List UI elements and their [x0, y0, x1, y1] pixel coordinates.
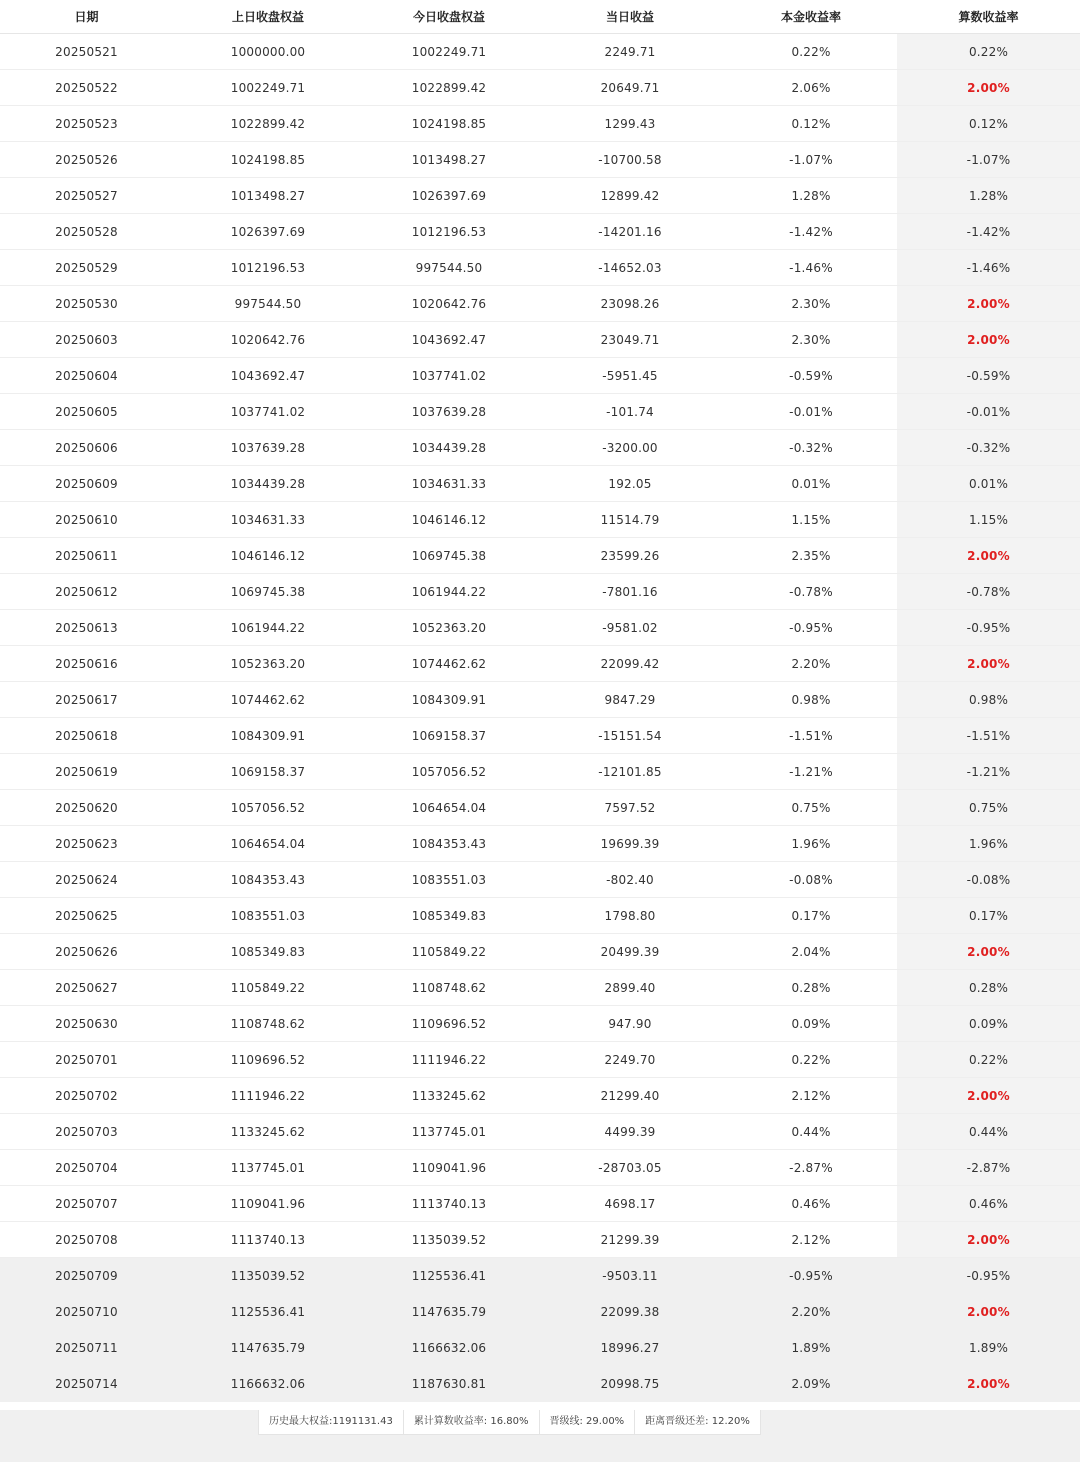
cell-arithmetic-return: 0.44% [897, 1114, 1080, 1150]
table-row [0, 790, 1080, 826]
cell-daily-pnl: -101.74 [535, 394, 725, 430]
cell-prev-equity: 1064654.04 [173, 826, 363, 862]
cell-principal-return: 0.22% [725, 34, 897, 70]
cell-today-equity: 1069158.37 [363, 718, 535, 754]
cell-today-equity: 1166632.06 [363, 1330, 535, 1366]
summary-stats [258, 1410, 761, 1435]
summary-bar [0, 1410, 1080, 1462]
table-row [0, 1186, 1080, 1222]
cell-date: 20250530 [0, 286, 173, 322]
cell-prev-equity: 1026397.69 [173, 214, 363, 250]
table-row [0, 718, 1080, 754]
cell-prev-equity: 1125536.41 [173, 1294, 363, 1330]
cell-daily-pnl: -28703.05 [535, 1150, 725, 1186]
cell-daily-pnl: 2249.71 [535, 34, 725, 70]
cell-today-equity: 1108748.62 [363, 970, 535, 1006]
cell-principal-return: -0.01% [725, 394, 897, 430]
cell-daily-pnl: 192.05 [535, 466, 725, 502]
cell-daily-pnl: 19699.39 [535, 826, 725, 862]
cell-date: 20250529 [0, 250, 173, 286]
cell-arithmetic-return: 2.00% [897, 1294, 1080, 1330]
cell-principal-return: 2.20% [725, 646, 897, 682]
cell-principal-return: -0.78% [725, 574, 897, 610]
cell-today-equity: 1012196.53 [363, 214, 535, 250]
cell-prev-equity: 1020642.76 [173, 322, 363, 358]
cell-arithmetic-return: 2.00% [897, 70, 1080, 106]
cell-principal-return: -1.46% [725, 250, 897, 286]
cell-prev-equity: 1057056.52 [173, 790, 363, 826]
table-row [0, 610, 1080, 646]
cell-principal-return: 0.09% [725, 1006, 897, 1042]
cell-today-equity: 1125536.41 [363, 1258, 535, 1294]
table-row [0, 250, 1080, 286]
cell-date: 20250625 [0, 898, 173, 934]
table-row [0, 358, 1080, 394]
cell-today-equity: 1084309.91 [363, 682, 535, 718]
cell-date: 20250604 [0, 358, 173, 394]
cell-date: 20250526 [0, 142, 173, 178]
cell-prev-equity: 1084353.43 [173, 862, 363, 898]
summary-max-equity: 历史最大权益:1191131.43 [259, 1410, 404, 1434]
cell-date: 20250603 [0, 322, 173, 358]
cell-date: 20250619 [0, 754, 173, 790]
cell-today-equity: 997544.50 [363, 250, 535, 286]
cell-date: 20250623 [0, 826, 173, 862]
cell-prev-equity: 1109041.96 [173, 1186, 363, 1222]
cell-daily-pnl: 22099.42 [535, 646, 725, 682]
cell-daily-pnl: 947.90 [535, 1006, 725, 1042]
cell-today-equity: 1069745.38 [363, 538, 535, 574]
cell-date: 20250616 [0, 646, 173, 682]
cell-daily-pnl: 7597.52 [535, 790, 725, 826]
cell-arithmetic-return: -1.07% [897, 142, 1080, 178]
cell-date: 20250710 [0, 1294, 173, 1330]
cell-arithmetic-return: 1.28% [897, 178, 1080, 214]
cell-prev-equity: 1108748.62 [173, 1006, 363, 1042]
cell-prev-equity: 1085349.83 [173, 934, 363, 970]
cell-prev-equity: 1022899.42 [173, 106, 363, 142]
cell-principal-return: -0.95% [725, 1258, 897, 1294]
table-row [0, 142, 1080, 178]
cell-arithmetic-return: 2.00% [897, 538, 1080, 574]
cell-today-equity: 1034439.28 [363, 430, 535, 466]
table-row [0, 1366, 1080, 1402]
cell-date: 20250527 [0, 178, 173, 214]
cell-principal-return: 2.09% [725, 1366, 897, 1402]
cell-principal-return: -1.42% [725, 214, 897, 250]
cell-daily-pnl: -3200.00 [535, 430, 725, 466]
cell-date: 20250709 [0, 1258, 173, 1294]
cell-prev-equity: 1012196.53 [173, 250, 363, 286]
table-row [0, 1078, 1080, 1114]
table-row [0, 898, 1080, 934]
cell-daily-pnl: -12101.85 [535, 754, 725, 790]
cell-today-equity: 1111946.22 [363, 1042, 535, 1078]
cell-daily-pnl: 2899.40 [535, 970, 725, 1006]
table-row [0, 70, 1080, 106]
cell-date: 20250620 [0, 790, 173, 826]
cell-date: 20250630 [0, 1006, 173, 1042]
cell-arithmetic-return: 2.00% [897, 1366, 1080, 1402]
cell-arithmetic-return: -0.01% [897, 394, 1080, 430]
cell-arithmetic-return: 0.22% [897, 34, 1080, 70]
table-body [0, 34, 1080, 1402]
cell-date: 20250711 [0, 1330, 173, 1366]
cell-date: 20250627 [0, 970, 173, 1006]
cell-daily-pnl: 23599.26 [535, 538, 725, 574]
cell-arithmetic-return: 0.46% [897, 1186, 1080, 1222]
table-row [0, 286, 1080, 322]
cell-today-equity: 1034631.33 [363, 466, 535, 502]
cell-principal-return: -2.87% [725, 1150, 897, 1186]
cell-arithmetic-return: -0.59% [897, 358, 1080, 394]
cell-today-equity: 1057056.52 [363, 754, 535, 790]
cell-daily-pnl: -7801.16 [535, 574, 725, 610]
cell-date: 20250521 [0, 34, 173, 70]
cell-daily-pnl: 22099.38 [535, 1294, 725, 1330]
cell-arithmetic-return: 2.00% [897, 1222, 1080, 1258]
table-header [0, 0, 1080, 34]
cell-daily-pnl: 9847.29 [535, 682, 725, 718]
cell-today-equity: 1061944.22 [363, 574, 535, 610]
cell-arithmetic-return: -0.08% [897, 862, 1080, 898]
cell-today-equity: 1147635.79 [363, 1294, 535, 1330]
cell-prev-equity: 1074462.62 [173, 682, 363, 718]
cell-date: 20250701 [0, 1042, 173, 1078]
cell-prev-equity: 1043692.47 [173, 358, 363, 394]
cell-date: 20250610 [0, 502, 173, 538]
cell-date: 20250523 [0, 106, 173, 142]
cell-principal-return: 0.44% [725, 1114, 897, 1150]
cell-today-equity: 1046146.12 [363, 502, 535, 538]
cell-arithmetic-return: -1.42% [897, 214, 1080, 250]
cell-daily-pnl: 1299.43 [535, 106, 725, 142]
table-row [0, 862, 1080, 898]
cell-daily-pnl: -9503.11 [535, 1258, 725, 1294]
cell-date: 20250528 [0, 214, 173, 250]
cell-today-equity: 1109696.52 [363, 1006, 535, 1042]
cell-date: 20250702 [0, 1078, 173, 1114]
cell-principal-return: -0.08% [725, 862, 897, 898]
cell-arithmetic-return: -1.46% [897, 250, 1080, 286]
table-row [0, 1006, 1080, 1042]
cell-principal-return: 0.01% [725, 466, 897, 502]
table-row [0, 1222, 1080, 1258]
cell-principal-return: 0.46% [725, 1186, 897, 1222]
header-row [0, 0, 1080, 34]
cell-date: 20250522 [0, 70, 173, 106]
cell-date: 20250618 [0, 718, 173, 754]
table-row [0, 826, 1080, 862]
cell-daily-pnl: -802.40 [535, 862, 725, 898]
cell-principal-return: 2.35% [725, 538, 897, 574]
cell-date: 20250707 [0, 1186, 173, 1222]
cell-prev-equity: 1147635.79 [173, 1330, 363, 1366]
cell-prev-equity: 1133245.62 [173, 1114, 363, 1150]
table-row [0, 574, 1080, 610]
cell-daily-pnl: -9581.02 [535, 610, 725, 646]
cell-date: 20250605 [0, 394, 173, 430]
cell-prev-equity: 1046146.12 [173, 538, 363, 574]
cell-daily-pnl: -10700.58 [535, 142, 725, 178]
cell-arithmetic-return: -1.21% [897, 754, 1080, 790]
cell-prev-equity: 1137745.01 [173, 1150, 363, 1186]
cell-today-equity: 1085349.83 [363, 898, 535, 934]
cell-arithmetic-return: 2.00% [897, 322, 1080, 358]
cell-principal-return: 2.20% [725, 1294, 897, 1330]
table-row [0, 394, 1080, 430]
summary-cumulative-return: 累计算数收益率: 16.80% [404, 1410, 540, 1434]
cell-prev-equity: 1002249.71 [173, 70, 363, 106]
cell-today-equity: 1084353.43 [363, 826, 535, 862]
cell-date: 20250613 [0, 610, 173, 646]
cell-principal-return: -1.51% [725, 718, 897, 754]
table-row [0, 214, 1080, 250]
cell-today-equity: 1037639.28 [363, 394, 535, 430]
cell-date: 20250617 [0, 682, 173, 718]
cell-prev-equity: 1000000.00 [173, 34, 363, 70]
cell-date: 20250714 [0, 1366, 173, 1402]
summary-gap-to-promotion: 距离晋级还差: 12.20% [645, 1416, 750, 1427]
header-date: 日期 [0, 0, 173, 34]
cell-prev-equity: 997544.50 [173, 286, 363, 322]
cell-date: 20250626 [0, 934, 173, 970]
header-today-equity: 今日收盘权益 [363, 0, 535, 34]
cell-daily-pnl: 21299.40 [535, 1078, 725, 1114]
cell-principal-return: 2.30% [725, 286, 897, 322]
cell-arithmetic-return: -0.32% [897, 430, 1080, 466]
cell-arithmetic-return: -0.95% [897, 1258, 1080, 1294]
cell-daily-pnl: 1798.80 [535, 898, 725, 934]
table-row [0, 1150, 1080, 1186]
cell-today-equity: 1083551.03 [363, 862, 535, 898]
cell-principal-return: -0.32% [725, 430, 897, 466]
table-row [0, 1294, 1080, 1330]
cell-prev-equity: 1037741.02 [173, 394, 363, 430]
cell-arithmetic-return: -1.51% [897, 718, 1080, 754]
cell-date: 20250708 [0, 1222, 173, 1258]
cell-prev-equity: 1111946.22 [173, 1078, 363, 1114]
cell-arithmetic-return: 0.01% [897, 466, 1080, 502]
cell-daily-pnl: 20499.39 [535, 934, 725, 970]
cell-principal-return: 1.28% [725, 178, 897, 214]
cell-principal-return: -1.21% [725, 754, 897, 790]
header-prev-equity: 上日收盘权益 [173, 0, 363, 34]
table-row [0, 970, 1080, 1006]
cell-principal-return: 0.17% [725, 898, 897, 934]
cell-principal-return: -1.07% [725, 142, 897, 178]
cell-daily-pnl: 23049.71 [535, 322, 725, 358]
cell-daily-pnl: 12899.42 [535, 178, 725, 214]
cell-today-equity: 1113740.13 [363, 1186, 535, 1222]
cell-principal-return: 2.04% [725, 934, 897, 970]
cell-principal-return: 2.12% [725, 1222, 897, 1258]
cell-principal-return: 0.28% [725, 970, 897, 1006]
cell-principal-return: 0.22% [725, 1042, 897, 1078]
cell-prev-equity: 1052363.20 [173, 646, 363, 682]
cell-daily-pnl: -5951.45 [535, 358, 725, 394]
header-principal-return: 本金收益率 [725, 0, 897, 34]
cell-arithmetic-return: 0.22% [897, 1042, 1080, 1078]
table-row [0, 682, 1080, 718]
cell-arithmetic-return: 2.00% [897, 934, 1080, 970]
cell-principal-return: 2.06% [725, 70, 897, 106]
cell-today-equity: 1002249.71 [363, 34, 535, 70]
table-row [0, 538, 1080, 574]
cell-prev-equity: 1105849.22 [173, 970, 363, 1006]
cell-arithmetic-return: 1.15% [897, 502, 1080, 538]
cell-today-equity: 1020642.76 [363, 286, 535, 322]
cell-today-equity: 1133245.62 [363, 1078, 535, 1114]
cell-arithmetic-return: 0.09% [897, 1006, 1080, 1042]
cell-today-equity: 1022899.42 [363, 70, 535, 106]
table-row [0, 1114, 1080, 1150]
cell-date: 20250611 [0, 538, 173, 574]
cell-principal-return: 1.89% [725, 1330, 897, 1366]
table-row [0, 502, 1080, 538]
table-row [0, 178, 1080, 214]
cell-prev-equity: 1166632.06 [173, 1366, 363, 1402]
cell-today-equity: 1052363.20 [363, 610, 535, 646]
cell-principal-return: 1.15% [725, 502, 897, 538]
cell-date: 20250609 [0, 466, 173, 502]
cell-date: 20250703 [0, 1114, 173, 1150]
cell-date: 20250704 [0, 1150, 173, 1186]
cell-arithmetic-return: 0.12% [897, 106, 1080, 142]
cell-daily-pnl: 4698.17 [535, 1186, 725, 1222]
table-row [0, 934, 1080, 970]
cell-date: 20250624 [0, 862, 173, 898]
cell-prev-equity: 1034631.33 [173, 502, 363, 538]
cell-prev-equity: 1024198.85 [173, 142, 363, 178]
cell-arithmetic-return: 2.00% [897, 646, 1080, 682]
cell-prev-equity: 1037639.28 [173, 430, 363, 466]
cell-arithmetic-return: 2.00% [897, 1078, 1080, 1114]
cell-daily-pnl: 4499.39 [535, 1114, 725, 1150]
cell-principal-return: 0.75% [725, 790, 897, 826]
cell-arithmetic-return: 0.28% [897, 970, 1080, 1006]
table-row [0, 754, 1080, 790]
cell-prev-equity: 1069158.37 [173, 754, 363, 790]
cell-daily-pnl: 11514.79 [535, 502, 725, 538]
cell-arithmetic-return: 1.89% [897, 1330, 1080, 1366]
table-row [0, 430, 1080, 466]
table-row [0, 34, 1080, 70]
cell-prev-equity: 1135039.52 [173, 1258, 363, 1294]
cell-today-equity: 1037741.02 [363, 358, 535, 394]
cell-today-equity: 1135039.52 [363, 1222, 535, 1258]
cell-principal-return: 2.12% [725, 1078, 897, 1114]
cell-prev-equity: 1084309.91 [173, 718, 363, 754]
cell-prev-equity: 1034439.28 [173, 466, 363, 502]
cell-arithmetic-return: -2.87% [897, 1150, 1080, 1186]
cell-daily-pnl: 20998.75 [535, 1366, 725, 1402]
cell-principal-return: -0.95% [725, 610, 897, 646]
cell-today-equity: 1074462.62 [363, 646, 535, 682]
cell-prev-equity: 1083551.03 [173, 898, 363, 934]
cell-prev-equity: 1113740.13 [173, 1222, 363, 1258]
cell-today-equity: 1064654.04 [363, 790, 535, 826]
cell-arithmetic-return: -0.78% [897, 574, 1080, 610]
table-row [0, 1258, 1080, 1294]
cell-today-equity: 1109041.96 [363, 1150, 535, 1186]
cell-prev-equity: 1013498.27 [173, 178, 363, 214]
cell-arithmetic-return: 0.75% [897, 790, 1080, 826]
cell-today-equity: 1024198.85 [363, 106, 535, 142]
header-arithmetic-return: 算数收益率 [897, 0, 1080, 34]
cell-today-equity: 1187630.81 [363, 1366, 535, 1402]
cell-daily-pnl: -15151.54 [535, 718, 725, 754]
cell-daily-pnl: 2249.70 [535, 1042, 725, 1078]
summary-promotion-line: 晋级线: 29.00% [540, 1410, 636, 1434]
cell-arithmetic-return: 2.00% [897, 286, 1080, 322]
header-daily-pnl: 当日收益 [535, 0, 725, 34]
cell-today-equity: 1026397.69 [363, 178, 535, 214]
cell-arithmetic-return: -0.95% [897, 610, 1080, 646]
cell-daily-pnl: 23098.26 [535, 286, 725, 322]
cell-principal-return: -0.59% [725, 358, 897, 394]
cell-date: 20250612 [0, 574, 173, 610]
cell-today-equity: 1013498.27 [363, 142, 535, 178]
cell-arithmetic-return: 1.96% [897, 826, 1080, 862]
cell-principal-return: 2.30% [725, 322, 897, 358]
cell-principal-return: 1.96% [725, 826, 897, 862]
cell-prev-equity: 1069745.38 [173, 574, 363, 610]
cell-daily-pnl: -14652.03 [535, 250, 725, 286]
cell-principal-return: 0.12% [725, 106, 897, 142]
cell-daily-pnl: -14201.16 [535, 214, 725, 250]
cell-date: 20250606 [0, 430, 173, 466]
cell-arithmetic-return: 0.98% [897, 682, 1080, 718]
cell-today-equity: 1043692.47 [363, 322, 535, 358]
cell-arithmetic-return: 0.17% [897, 898, 1080, 934]
table-row [0, 106, 1080, 142]
table-row [0, 646, 1080, 682]
table-row [0, 466, 1080, 502]
cell-daily-pnl: 21299.39 [535, 1222, 725, 1258]
cell-daily-pnl: 18996.27 [535, 1330, 725, 1366]
cell-prev-equity: 1061944.22 [173, 610, 363, 646]
table-row [0, 1042, 1080, 1078]
cell-today-equity: 1105849.22 [363, 934, 535, 970]
cell-daily-pnl: 20649.71 [535, 70, 725, 106]
table-row [0, 1330, 1080, 1366]
cell-today-equity: 1137745.01 [363, 1114, 535, 1150]
cell-prev-equity: 1109696.52 [173, 1042, 363, 1078]
cell-principal-return: 0.98% [725, 682, 897, 718]
table-row [0, 322, 1080, 358]
